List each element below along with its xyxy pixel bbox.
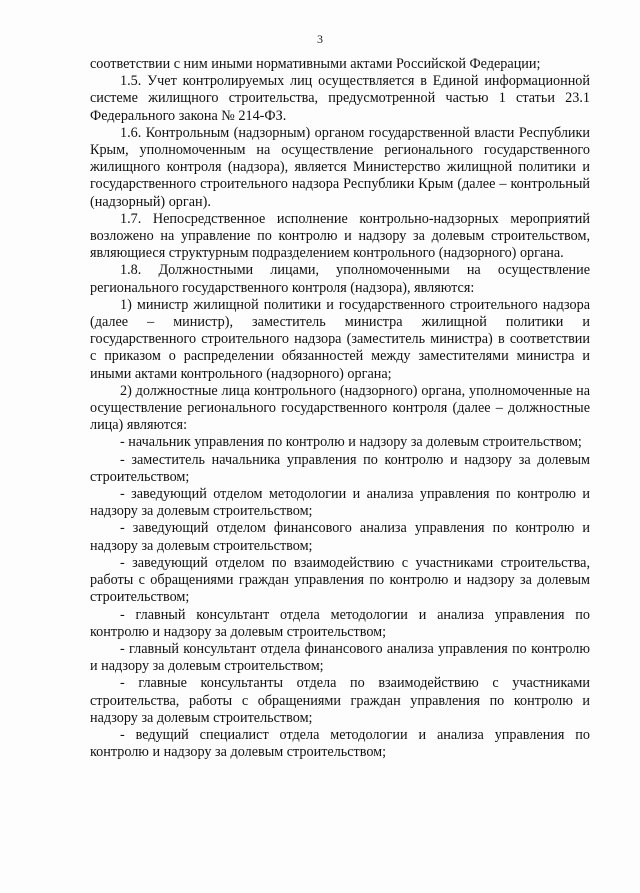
list-item: - заведующий отделом по взаимодействию с участниками строительства, работы с обращениями граждан управления по контролю и надзору за долевым строительством;: [90, 554, 590, 606]
paragraph-1-6: 1.6. Контрольным (надзорным) органом государственной власти Республики Крым, уполномоченным на осуществление регионального государственного жилищного контроля (надзора), является Министерство жилищной политики и государственного строительного надзора Республики Крым (далее – контрольный (надзорный) орган).: [90, 124, 590, 210]
paragraph-1-5: 1.5. Учет контролируемых лиц осуществляется в Единой информационной системе жилищного строительства, предусмотренной частью 1 статьи 23.1 Федерального закона № 214-ФЗ.: [90, 73, 590, 124]
list-item-officials: 2) должностные лица контрольного (надзорного) органа, уполномоченные на осуществление регионального государственного контроля (далее – должностные лица) являются:: [90, 382, 590, 434]
list-item: - заместитель начальника управления по контролю и надзору за долевым строительством;: [90, 451, 590, 485]
paragraph-1-8: 1.8. Должностными лицами, уполномоченными на осуществление регионального государственного контроля (надзора), являются:: [90, 262, 590, 296]
list-item: - ведущий специалист отдела методологии и анализа управления по контролю и надзору за долевым строительством;: [90, 726, 590, 761]
list-item: - начальник управления по контролю и надзору за долевым строительством;: [120, 434, 582, 451]
list-item: - заведующий отделом финансового анализа управления по контролю и надзору за долевым строительством;: [90, 520, 590, 554]
document-body: [90, 56, 590, 761]
paragraph-1-7: 1.7. Непосредственное исполнение контрольно-надзорных мероприятий возложено на управление по контролю и надзору за долевым строительством, являющиеся структурным подразделением контрольного (надзорного) органа.: [90, 210, 590, 262]
page-number: 3: [317, 32, 323, 46]
paragraph-continuation: соответствии с ним иными нормативными актами Российской Федерации;: [90, 56, 541, 72]
list-item: - заведующий отделом методологии и анализа управления по контролю и надзору за долевым строительством;: [90, 486, 590, 520]
list-item: - главный консультант отдела методологии и анализа управления по контролю и надзору за долевым строительством;: [90, 606, 590, 640]
list-item-minister: 1) министр жилищной политики и государственного строительного надзора (далее – министр), заместитель министра жилищной политики и государственного строительного надзора (заместитель министра) в соответствии с приказом о распределении обязанностей между заместителями министра и иными актами контрольного (надзорного) органа;: [90, 296, 590, 382]
list-item: - главные консультанты отдела по взаимодействию с участниками строительства, работы с обращениями граждан управления по контролю и надзору за долевым строительством;: [90, 675, 590, 726]
list-item: - главный консультант отдела финансового анализа управления по контролю и надзору за долевым строительством;: [90, 640, 590, 675]
